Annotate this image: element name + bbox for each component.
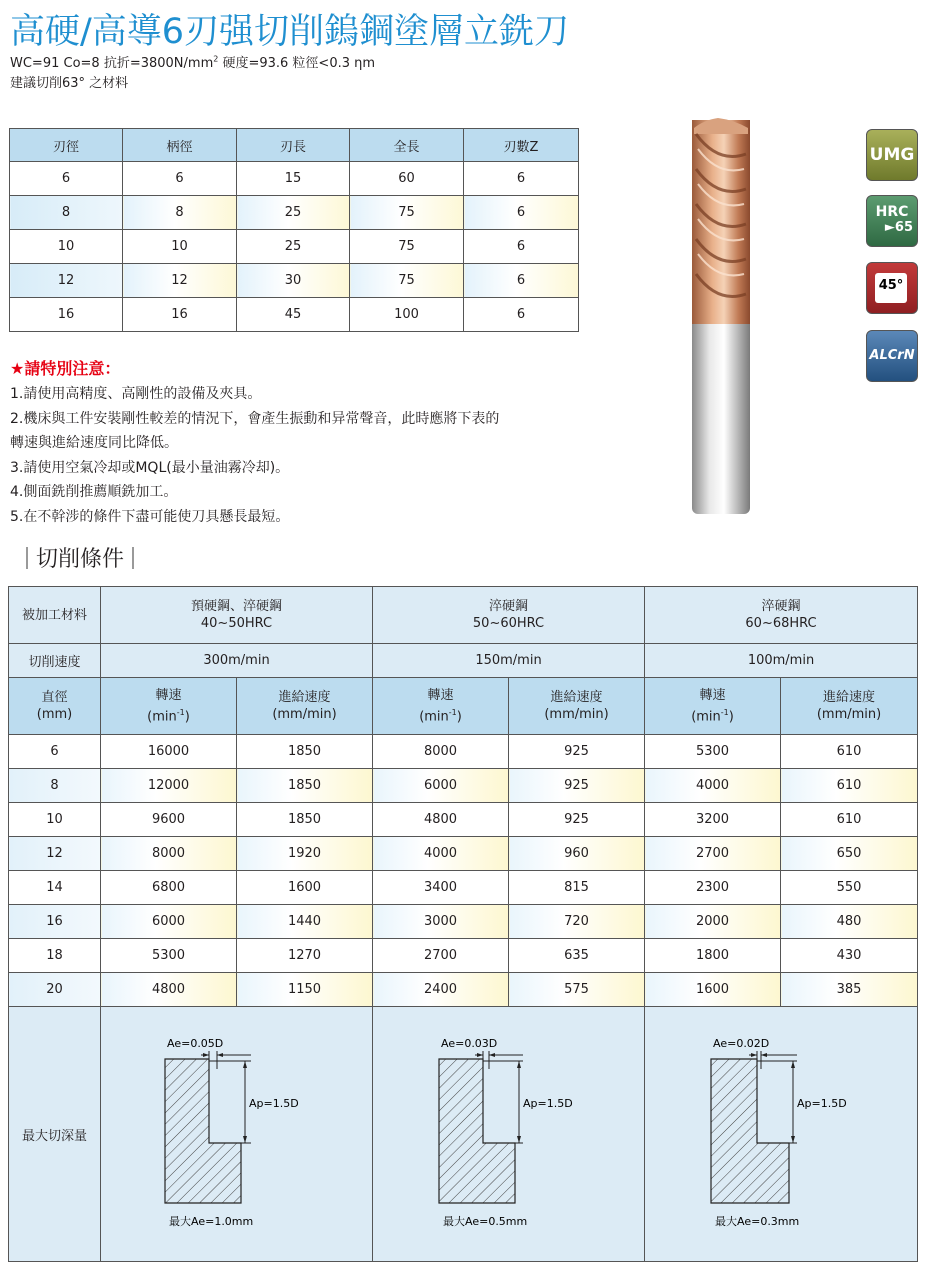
- table-row: 16 16 45 100 6: [10, 298, 579, 332]
- max-ae-label: 最大Ae=0.5mm: [443, 1215, 528, 1228]
- recommended-material: 建議切削63° 之材料: [10, 76, 129, 91]
- coating-badge: ALCrN: [866, 330, 918, 382]
- material-1: 預硬鋼、淬硬鋼 40~50HRC: [101, 587, 373, 644]
- dimensions-table: [9, 128, 579, 332]
- ap-label: Ap=1.5D: [523, 1097, 573, 1110]
- table-row: 16 6000 1440 3000 720 2000 480: [9, 905, 918, 939]
- table-row: 6 6 15 60 6: [10, 162, 579, 196]
- table-row: 8 12000 1850 6000 925 4000 610: [9, 769, 918, 803]
- cutting-conditions-table: [8, 586, 918, 1262]
- notice-item: 2.機床與工件安裝剛性較差的情況下，會產生振動和异常聲音，此時應將下表的: [10, 410, 500, 427]
- header-blade-diameter: 刃徑: [10, 129, 123, 162]
- page-title: 高硬/高導6刃强切削鎢鋼塗層立銑刀: [10, 12, 570, 52]
- depth-diagram-3: [645, 1007, 918, 1262]
- table-row: 10 10 25 75 6: [10, 230, 579, 264]
- material-spec: WC=91 Co=8 抗折$=3800N/mm^2$ 硬度=93.6 粒徑<0.3 ηm: [10, 54, 376, 71]
- max-ae-label: 最大Ae=0.3mm: [715, 1215, 800, 1228]
- header-blade-length: 刃長: [237, 129, 350, 162]
- rpm-header: 轉速 $(\min^{-1})$: [373, 678, 509, 735]
- ae-label: Ae=0.02D: [713, 1037, 770, 1050]
- diameter-header: 直徑 (mm): [9, 678, 101, 735]
- depth-row: [9, 1007, 918, 1262]
- table-row: 14 6800 1600 3400 815 2300 550: [9, 871, 918, 905]
- depth-diagram-2: [373, 1007, 645, 1262]
- umg-badge: UMG: [866, 129, 918, 181]
- table-row: 12 8000 1920 4000 960 2700 650: [9, 837, 918, 871]
- table-row: 20 4800 1150 2400 575 1600 385: [9, 973, 918, 1007]
- end-mill-illustration: [688, 114, 754, 518]
- notice-list: [10, 382, 499, 529]
- material-label: 被加工材料: [9, 587, 101, 644]
- material-2: 淬硬鋼 50~60HRC: [373, 587, 645, 644]
- dimensions-header-row: [10, 129, 579, 162]
- notice-item: 轉速與進給速度同比降低。: [10, 435, 178, 451]
- depth-diagram-1: [101, 1007, 373, 1262]
- material-3: 淬硬鋼 60~68HRC: [645, 587, 918, 644]
- header-overall-length: 全長: [350, 129, 464, 162]
- cut-depth-diagram: [101, 1007, 373, 1257]
- table-row: 12 12 30 75 6: [10, 264, 579, 298]
- speed-label: 切削速度: [9, 644, 101, 678]
- table-row: 18 5300 1270 2700 635 1800 430: [9, 939, 918, 973]
- section-title: 切削條件: [18, 542, 142, 573]
- depth-label: 最大切深量: [9, 1007, 101, 1262]
- feed-header: 進給速度 (mm/min): [237, 678, 373, 735]
- max-ae-label: 最大Ae=1.0mm: [169, 1215, 254, 1228]
- ap-label: Ap=1.5D: [249, 1097, 299, 1110]
- notice-heading: ★請特別注意：: [10, 359, 121, 378]
- rpm-header: 轉速 $(\min^{-1})$: [101, 678, 237, 735]
- notice-item: 5.在不幹涉的條件下盡可能使刀具懸長最短。: [10, 508, 290, 525]
- header-shank-diameter: 柄徑: [123, 129, 237, 162]
- feed-header: 進給速度 (mm/min): [781, 678, 918, 735]
- column-header-row: [9, 678, 918, 735]
- notice-item: 3.請使用空氣冷却或MQL(最小量油霧冷却)。: [10, 459, 290, 476]
- notice-item: 1.請使用高精度、高剛性的設備及夾具。: [10, 386, 262, 402]
- notice-item: 4.側面銑削推薦順銑加工。: [10, 484, 178, 500]
- table-row: 10 9600 1850 4800 925 3200 610: [9, 803, 918, 837]
- cut-depth-diagram: [373, 1007, 645, 1257]
- feed-header: 進給速度 (mm/min): [509, 678, 645, 735]
- cut-depth-diagram: [645, 1007, 918, 1257]
- ae-label: Ae=0.03D: [441, 1037, 498, 1050]
- speed-row: 切削速度 300m/min 150m/min 100m/min: [9, 644, 918, 678]
- table-row: 8 8 25 75 6: [10, 196, 579, 230]
- hrc-badge: HRC ►65: [866, 195, 918, 247]
- ae-label: Ae=0.05D: [167, 1037, 224, 1050]
- header-flutes: 刃數Z: [464, 129, 579, 162]
- rpm-header: 轉速 $(\min^{-1})$: [645, 678, 781, 735]
- table-row: 6 16000 1850 8000 925 5300 610: [9, 735, 918, 769]
- material-row: [9, 587, 918, 644]
- ap-label: Ap=1.5D: [797, 1097, 847, 1110]
- helix-angle-badge: 45°: [866, 262, 918, 314]
